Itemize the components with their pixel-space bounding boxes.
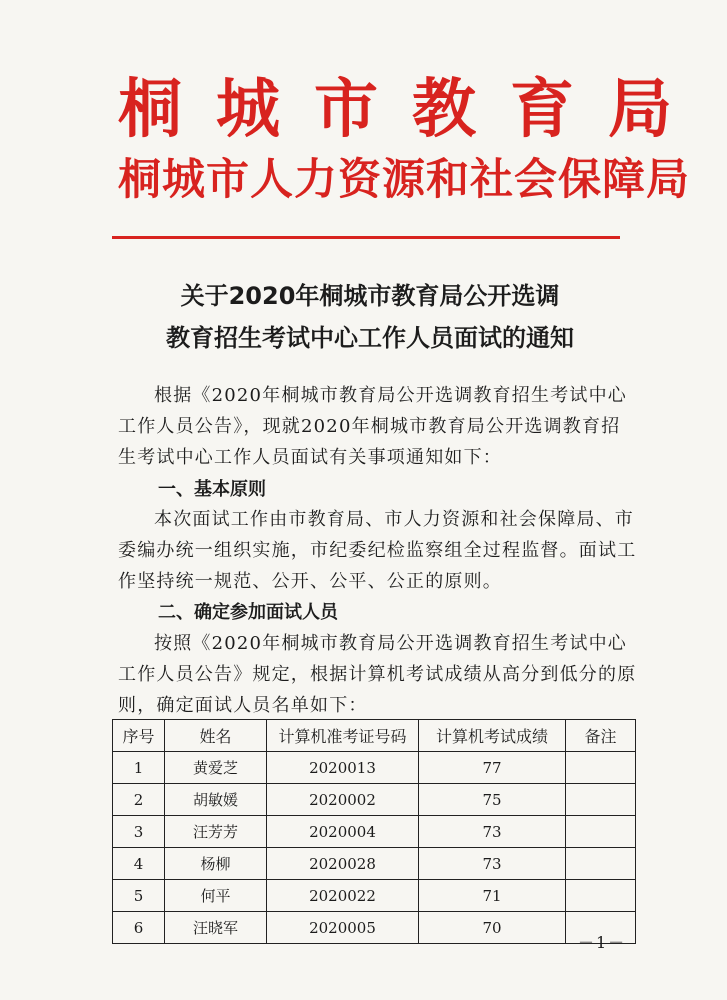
table-header-row <box>113 720 636 752</box>
cell-ticket: 2020028 <box>267 848 419 880</box>
cell-ticket: 2020022 <box>267 880 419 912</box>
section-text-candidates: 按照《2020年桐城市教育局公开选调教育招生考试中心工作人员公告》规定，根据计算机考试成绩从高分到低分的原则，确定面试人员名单如下： <box>118 633 637 716</box>
cell-ticket: 2020004 <box>267 816 419 848</box>
cell-name: 何平 <box>165 880 267 912</box>
table-row <box>113 912 636 944</box>
cell-no: 4 <box>113 848 165 880</box>
cell-score: 73 <box>419 848 566 880</box>
cell-name: 汪晓军 <box>165 912 267 944</box>
cell-name: 汪芳芳 <box>165 816 267 848</box>
cell-no: 5 <box>113 880 165 912</box>
cell-name: 杨柳 <box>165 848 267 880</box>
cell-note <box>566 816 636 848</box>
header-score: 计算机考试成绩 <box>419 720 566 752</box>
document-title-line1: 关于2020年桐城市教育局公开选调 <box>180 282 560 310</box>
section-text-principles: 本次面试工作由市教育局、市人力资源和社会保障局、市委编办统一组织实施，市纪委纪检监察组全过程监督。面试工作坚持统一规范、公开、公平、公正的原则。 <box>118 509 637 592</box>
cell-ticket: 2020005 <box>267 912 419 944</box>
issuer-name-education-bureau: 桐城市教育局 <box>118 73 706 147</box>
section-heading-candidates: 二、确定参加面试人员 <box>158 602 338 623</box>
header-note: 备注 <box>566 720 636 752</box>
cell-note <box>566 784 636 816</box>
cell-note <box>566 752 636 784</box>
table-row <box>113 848 636 880</box>
page-number: －1－ <box>578 933 627 952</box>
candidate-table <box>112 719 636 944</box>
header-ticket: 计算机准考证号码 <box>267 720 419 752</box>
cell-note <box>566 880 636 912</box>
cell-ticket: 2020002 <box>267 784 419 816</box>
cell-score: 77 <box>419 752 566 784</box>
cell-no: 1 <box>113 752 165 784</box>
cell-ticket: 2020013 <box>267 752 419 784</box>
issuer-name-hr-bureau: 桐城市人力资源和社会保障局 <box>118 155 690 205</box>
cell-name: 胡敏媛 <box>165 784 267 816</box>
intro-paragraph: 根据《2020年桐城市教育局公开选调教育招生考试中心工作人员公告》，现就2020年桐城市教育局公开选调教育招生考试中心工作人员面试有关事项通知如下： <box>118 385 628 468</box>
table-row <box>113 880 636 912</box>
cell-no: 2 <box>113 784 165 816</box>
cell-score: 71 <box>419 880 566 912</box>
cell-score: 75 <box>419 784 566 816</box>
red-divider <box>112 236 620 239</box>
header-name: 姓名 <box>165 720 267 752</box>
cell-no: 6 <box>113 912 165 944</box>
cell-note <box>566 848 636 880</box>
section-heading-principles: 一、基本原则 <box>158 479 266 500</box>
cell-name: 黄爱芝 <box>165 752 267 784</box>
cell-score: 73 <box>419 816 566 848</box>
cell-no: 3 <box>113 816 165 848</box>
cell-score: 70 <box>419 912 566 944</box>
document-title-line2: 教育招生考试中心工作人员面试的通知 <box>166 324 574 352</box>
table-row <box>113 816 636 848</box>
table-row <box>113 752 636 784</box>
table-row <box>113 784 636 816</box>
header-no: 序号 <box>113 720 165 752</box>
